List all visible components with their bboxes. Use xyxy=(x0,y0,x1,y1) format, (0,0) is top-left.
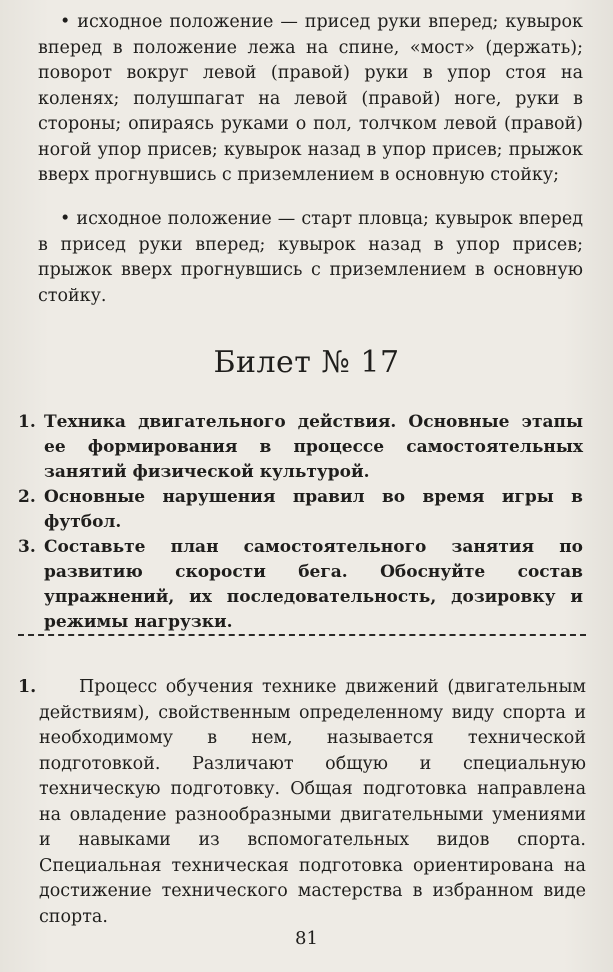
exercise-bullet-1 xyxy=(38,10,583,189)
dashed-divider xyxy=(18,634,586,636)
question-text: Техника двигательного действия. Основные этапы ее формирования в процессе самостоятельных занятий физической культурой. xyxy=(44,412,583,482)
page-number: 81 xyxy=(295,928,318,949)
question-1 xyxy=(18,410,583,485)
answer-text: Процесс обучения технике движений (двигательным действиям), свойственным определенному виду спорта и необходимому в нем, называется технической подготовкой. Различают общую и специальную техническую подготовку. Общая подготовка направлена на овладение разнообразными двигательными умениями и навыками из вспомогательных видов спорта. Специальная техническая подготовка ориентирована на достижение технического мастерства в избранном виде спорта. xyxy=(39,677,586,927)
bullet-marker: • xyxy=(60,12,71,32)
exercise-bullet-text: исходное положение — присед руки вперед; кувырок вперед в положение лежа на спине, «мост» (держать); поворот вокруг левой (правой) руки в упор стоя на коленях; полушпагат на левой (правой) ноге, руки в стороны; опираясь руками о пол, толчком левой (правой) ногой упор присев; кувырок назад в упор присев; прыжок вверх прогнувшись с приземлением в основную стойку; xyxy=(38,12,583,185)
bullet-marker: • xyxy=(60,209,71,229)
exercise-bullet-text: исходное положение — старт пловца; кувырок вперед в присед руки вперед; кувырок назад в упор присев; прыжок вверх прогнувшись с приземлением в основную стойку. xyxy=(38,209,583,306)
question-text: Составьте план самостоятельного занятия по развитию скорости бега. Обоснуйте состав упражнений, их последовательность, дозировку и режимы нагрузки. xyxy=(44,537,583,632)
question-2 xyxy=(18,485,583,535)
question-text: Основные нарушения правил во время игры в футбол. xyxy=(44,487,583,532)
question-number: 3. xyxy=(18,537,36,557)
answer-1 xyxy=(18,675,586,930)
question-3 xyxy=(18,535,583,635)
question-number: 2. xyxy=(18,487,36,507)
question-number: 1. xyxy=(18,412,36,432)
answer-number: 1. xyxy=(18,677,37,697)
ticket-title: Билет № 17 xyxy=(213,345,400,380)
exercise-bullet-2 xyxy=(38,207,583,309)
